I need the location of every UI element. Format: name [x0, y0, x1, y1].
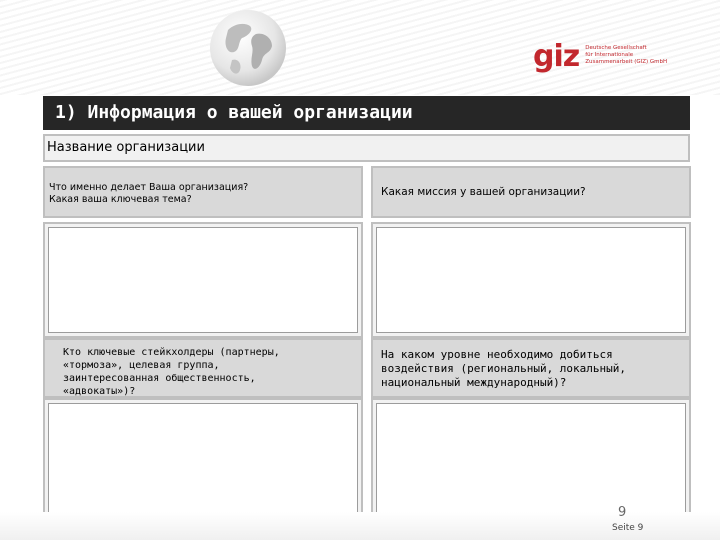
- question-activity: [43, 166, 363, 218]
- question-line: воздействия (региональный, локальный,: [381, 362, 627, 375]
- question-line: Какая миссия у вашей организации?: [381, 186, 586, 198]
- page-number: 9: [618, 505, 627, 520]
- logo-text-line: für Internationale: [585, 52, 634, 58]
- answer-box-stakeholders[interactable]: [43, 398, 363, 518]
- logo-text-line: Deutsche Gesellschaft: [585, 45, 647, 51]
- question-line: На каком уровне необходимо добиться: [381, 348, 613, 361]
- logo-mark: giz: [533, 39, 580, 74]
- question-line: заинтересованная общественность,: [63, 373, 256, 384]
- question-stakeholders: [43, 338, 363, 398]
- question-line: национальный международный)?: [381, 376, 567, 389]
- question-mission: [371, 166, 691, 218]
- logo-text-line: Zusammenarbeit (GIZ) GmbH: [585, 59, 668, 65]
- answer-box-activity[interactable]: [43, 222, 363, 338]
- question-line: Кто ключевые стейкхолдеры (партнеры,: [63, 347, 280, 358]
- question-line: Что именно делает Ваша организация?: [49, 182, 249, 193]
- globe-icon: [208, 8, 288, 88]
- answer-box-mission[interactable]: [371, 222, 691, 338]
- question-impact-level: [371, 338, 691, 398]
- organization-name-field[interactable]: Название организации: [43, 134, 690, 162]
- answer-box-impact-level[interactable]: [371, 398, 691, 518]
- page-title: 1) Информация о вашей организации: [43, 96, 690, 130]
- page-label: Seite 9: [612, 523, 644, 533]
- giz-logo: [533, 39, 668, 74]
- question-line: Какая ваша ключевая тема?: [49, 194, 192, 205]
- question-line: «тормоза», целевая группа,: [63, 360, 220, 371]
- logo-text: [585, 45, 667, 66]
- question-line: «адвокаты»)?: [63, 386, 136, 397]
